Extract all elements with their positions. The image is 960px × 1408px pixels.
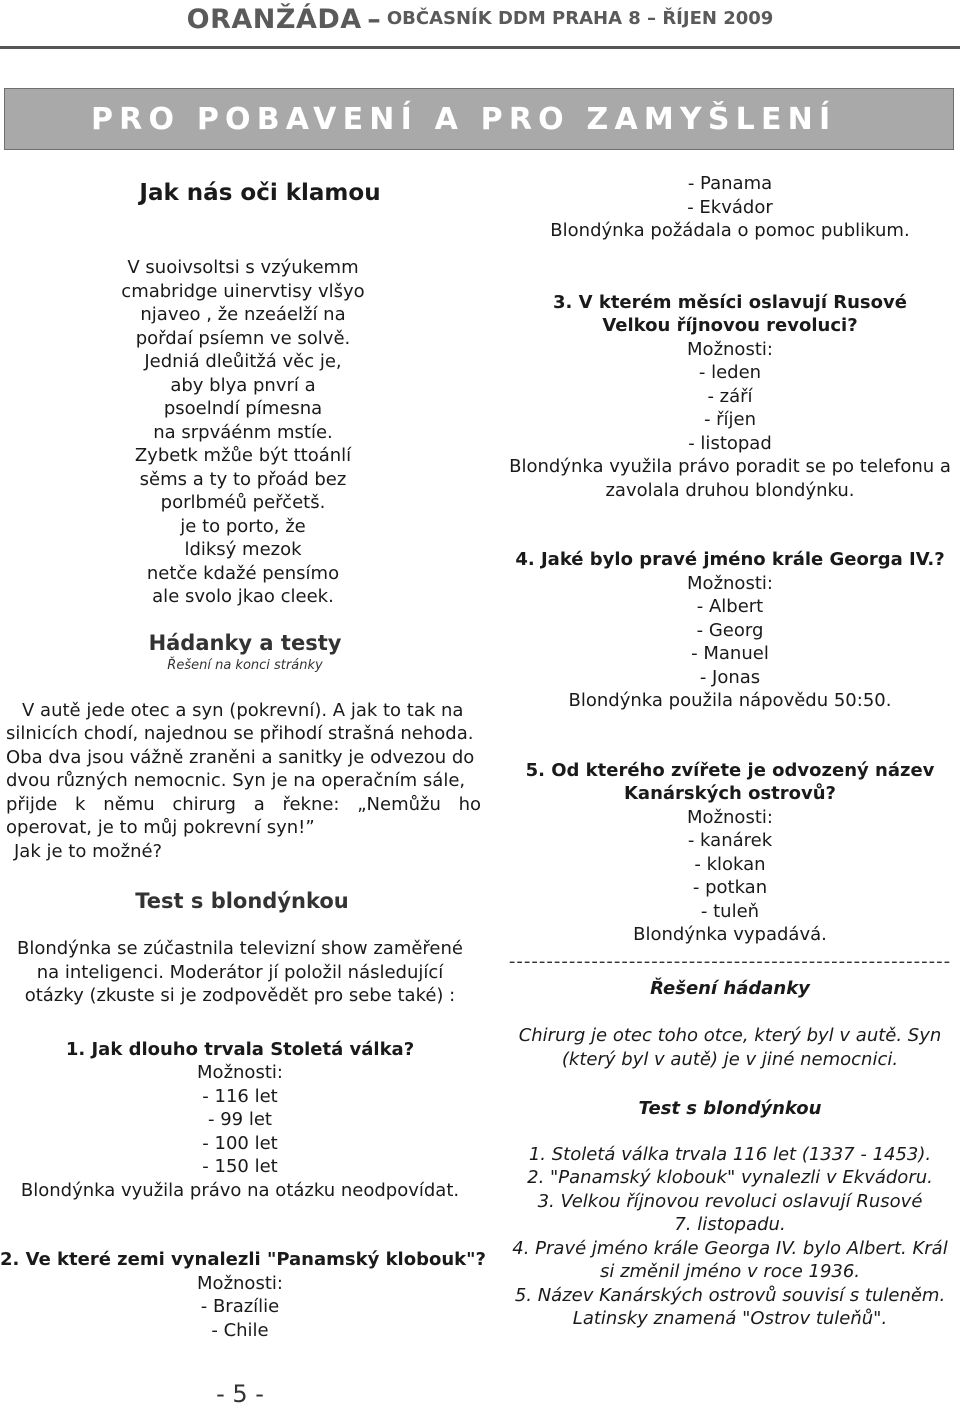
newsletter-subtitle: OBČASNÍK DDM PRAHA 8 – ŘÍJEN 2009: [386, 8, 774, 29]
riddle-line: dvou různých nemocnic. Syn je na operačním sále,: [6, 770, 466, 791]
right-column: [500, 172, 960, 1331]
question-note: zavolala druhou blondýnku.: [605, 479, 855, 501]
options-label: Možnosti:: [687, 338, 773, 360]
options-label: Možnosti:: [197, 1272, 283, 1294]
section-banner: PRO POBAVENÍ A PRO ZAMYŠLENÍ: [4, 88, 954, 150]
question-text: 5. Od kterého zvířete je odvozený název: [525, 759, 935, 781]
option: - Panama: [687, 173, 773, 194]
option: - Chile: [211, 1319, 269, 1341]
option: - Ekvádor: [687, 196, 773, 218]
intro-line: Blondýnka se zúčastnila televizní show zaměřené: [16, 938, 463, 959]
options-label: Možnosti:: [197, 1062, 283, 1083]
question-note: Blondýnka požádala o pomoc publikum.: [550, 220, 910, 241]
question-text: Velkou říjnovou revoluci?: [602, 315, 858, 336]
answer-line: 4. Pravé jméno krále Georga IV. bylo Albert. Král: [512, 1237, 948, 1259]
intro-line: otázky (zkuste si je zodpovědět pro sebe také) :: [24, 985, 456, 1006]
options-label: Možnosti:: [687, 572, 773, 594]
option: - kanárek: [687, 830, 773, 851]
answer-line: 5. Název Kanárských ostrovů souvisí s tuleněm.: [514, 1284, 946, 1306]
question-text: Kanárských ostrovů?: [623, 783, 837, 804]
options-label: Možnosti:: [687, 806, 773, 828]
riddle-line: silnicích chodí, najednou se přihodí strašná nehoda.: [6, 723, 474, 744]
question-2-continued: [500, 172, 960, 243]
poem-line: aby blya pnvrí a: [170, 374, 316, 396]
question-note: Blondýnka vypadává.: [633, 924, 827, 945]
question-note: Blondýnka využila právo poradit se po telefonu a: [509, 456, 951, 477]
option: - Albert: [696, 596, 764, 617]
poem-line: na srpváénm mstíe.: [153, 421, 333, 443]
poem-line: je to porto, že: [180, 515, 306, 537]
poem-line: Zybetk mžůe být ttoánlí: [134, 445, 352, 466]
test-answers: [500, 1143, 960, 1331]
answer-line: 2. "Panamský klobouk" vynalezli v Ekvádoru.: [527, 1167, 933, 1188]
page-number: - 5 -: [216, 1380, 264, 1408]
poem-line: cmabridge uinervtisy vlšyo: [121, 280, 365, 302]
option: - Georg: [696, 619, 764, 641]
scrambled-poem: [0, 256, 480, 609]
intro-line: na inteligenci. Moderátor jí položil následující: [36, 961, 444, 983]
answer-line: 1. Stoletá válka trvala 116 let (1337 - 1453).: [528, 1143, 932, 1165]
riddles-heading: Hádanky a testy: [148, 630, 342, 655]
riddle-text: [0, 699, 480, 864]
question-note: Blondýnka využila právo na otázku neodpovídat.: [20, 1179, 460, 1201]
option: - 100 let: [202, 1132, 278, 1154]
header-rule: [0, 46, 960, 49]
answer-line: Latinsky znamená "Ostrov tuleňů".: [572, 1308, 888, 1329]
option: - potkan: [692, 877, 768, 898]
riddles-subtitle: Řešení na konci stránky: [167, 657, 323, 673]
solution-line: Chirurg je otec toho otce, který byl v autě. Syn: [518, 1025, 942, 1046]
riddle-line: Oba dva jsou vážně zraněni a sanitky je odvezou do: [6, 746, 475, 768]
option: - Brazílie: [200, 1296, 280, 1317]
newsletter-title: ORANŽÁDA: [186, 4, 362, 35]
option: - září: [707, 385, 753, 407]
section-divider: -----------------------------------------------------------: [508, 952, 952, 971]
poem-line: V suoivsoltsi s vzýukemm: [127, 257, 359, 278]
poem-line: psoelndí pímesna: [163, 398, 323, 419]
question-2: [0, 1248, 486, 1342]
test-solutions-heading: Test s blondýnkou: [638, 1098, 822, 1119]
answer-line: 3. Velkou říjnovou revoluci oslavují Rusové: [537, 1190, 923, 1212]
poem-line: njaveo , že nzeáelží na: [140, 304, 346, 325]
option: - Manuel: [691, 643, 769, 664]
riddle-question: Jak je to možné?: [14, 840, 163, 862]
poem-line: sěms a ty to přoád bez: [139, 468, 347, 490]
poem-line: pořdaí psíemn ve solvě.: [135, 327, 351, 349]
question-4: [500, 548, 960, 713]
option: - Jonas: [699, 666, 761, 688]
question-text: 2. Ve které zemi vynalezli "Panamský klobouk"?: [0, 1249, 486, 1270]
poem-line: netče kdažé pensímo: [146, 562, 340, 584]
question-5: [500, 759, 960, 947]
question-1: [0, 1038, 480, 1203]
option: - 150 let: [202, 1156, 278, 1177]
riddle-line: V autě jede otec a syn (pokrevní). A jak to tak na: [22, 699, 464, 721]
question-text: 4. Jaké bylo pravé jméno krále Georga IV.?: [515, 549, 945, 570]
option: - 99 let: [208, 1109, 272, 1130]
optical-illusion-heading: Jak nás oči klamou: [139, 180, 381, 206]
option: - listopad: [688, 432, 772, 454]
question-text: 3. V kterém měsíci oslavují Rusové: [553, 291, 907, 313]
option: - říjen: [703, 409, 757, 430]
header-separator: –: [367, 4, 382, 35]
riddle-line: přijde k němu chirurg a řekne: „Nemůžu ho: [6, 793, 482, 815]
poem-line: Jedniá dleůitžá věc je,: [144, 351, 342, 372]
riddle-line: operovat, je to můj pokrevní syn!”: [6, 817, 315, 838]
option: - klokan: [694, 853, 766, 875]
question-note: Blondýnka použila nápovědu 50:50.: [568, 690, 892, 711]
test-intro: [0, 937, 480, 1008]
question-3: [500, 291, 960, 503]
newsletter-header: [0, 0, 960, 44]
question-text: 1. Jak dlouho trvala Stoletá válka?: [65, 1038, 415, 1060]
blonde-test-heading: Test s blondýnkou: [135, 889, 349, 913]
solution-line: (který byl v autě) je v jiné nemocnici.: [561, 1048, 899, 1070]
poem-line: ale svolo jkao cleek.: [152, 586, 334, 607]
option: - tuleň: [700, 900, 760, 922]
left-column: [0, 178, 486, 1342]
poem-line: porlbméů peřčetš.: [160, 492, 326, 513]
poem-line: ldiksý mezok: [184, 539, 302, 560]
solutions-heading: Řešení hádanky: [650, 977, 810, 999]
option: - 116 let: [202, 1085, 278, 1107]
option: - leden: [698, 362, 762, 383]
answer-line: si změnil jméno v roce 1936.: [599, 1261, 861, 1282]
answer-line: 7. listopadu.: [674, 1214, 786, 1235]
riddle-solution: [500, 1024, 960, 1071]
